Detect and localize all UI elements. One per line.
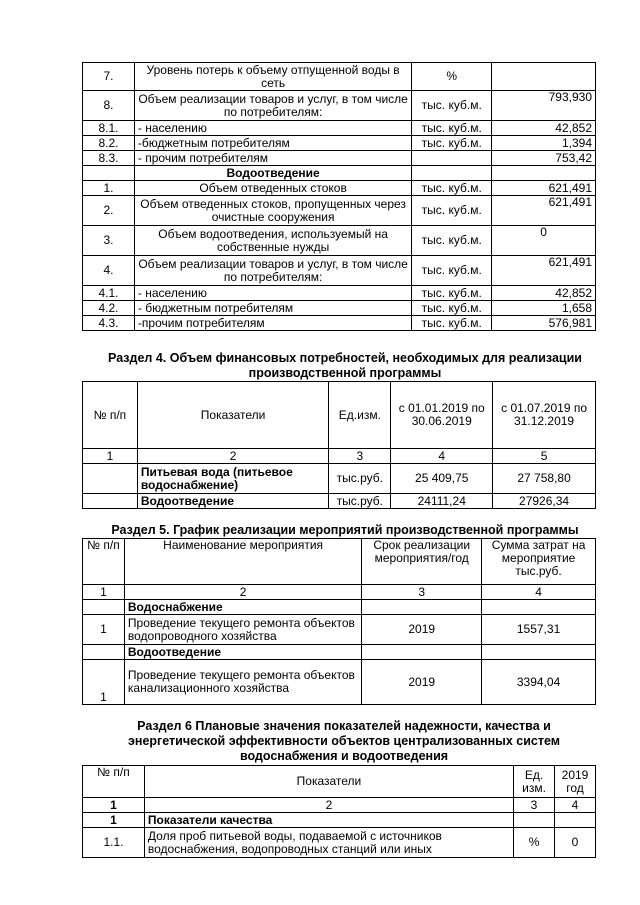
row-value [492, 63, 596, 91]
group-title: Показатели качества [144, 813, 513, 828]
column-header: № п/п [83, 539, 125, 585]
row-value: 1,394 [492, 136, 596, 151]
table-row [83, 196, 596, 226]
table-row [83, 226, 596, 256]
row-number: 4.1. [83, 286, 135, 301]
row-unit: тыс. куб.м. [412, 286, 492, 301]
row-number: 8.2. [83, 136, 135, 151]
row-number: 8.1. [83, 121, 135, 136]
row-name: - населению [134, 121, 411, 136]
row-number: 1.1. [83, 828, 145, 858]
row-number: 1 [83, 660, 125, 705]
column-header: Наименование мероприятия [124, 539, 361, 585]
row-name: Объем реализации товаров и услуг, в том числе по потребителям: [134, 91, 411, 121]
table-production-volumes [82, 62, 596, 331]
column-number: 3 [329, 449, 391, 464]
row-unit: тыс. куб.м. [412, 196, 492, 226]
row-unit: тыс. куб.м. [412, 316, 492, 331]
empty-cell [83, 464, 138, 494]
section-row [83, 813, 596, 828]
row-name: - прочим потребителям [134, 151, 411, 166]
row-number: 4.2. [83, 301, 135, 316]
column-number: 4 [391, 449, 493, 464]
section-row [83, 600, 596, 615]
column-number: 4 [482, 585, 596, 600]
table-row [83, 494, 596, 509]
empty-cell [83, 645, 125, 660]
column-number: 4 [555, 798, 596, 813]
row-unit: тыс. куб.м. [412, 301, 492, 316]
column-number: 1 [83, 585, 125, 600]
table-header-row [83, 382, 596, 449]
row-value-h2: 27 758,80 [493, 464, 596, 494]
column-header: Срок реализации мероприятия/год [362, 539, 482, 585]
section-6-heading: Раздел 6 Плановые значения показателей надежности, качества и энергетической эффективности объектов централизованных систем водоснабжения и водоотведения [127, 719, 561, 763]
row-sum: 1557,31 [482, 615, 596, 645]
column-number: 2 [144, 798, 513, 813]
table-row [83, 316, 596, 331]
row-unit: тыс. куб.м. [412, 226, 492, 256]
row-number: 2. [83, 196, 135, 226]
column-number: 3 [362, 585, 482, 600]
row-sum: 3394,04 [482, 660, 596, 705]
row-number: 8. [83, 91, 135, 121]
column-header: № п/п [83, 766, 145, 798]
table-row [83, 660, 596, 705]
row-name: Проведение текущего ремонта объектов водопроводного хозяйства [124, 615, 361, 645]
table-row [83, 63, 596, 91]
row-unit: % [412, 63, 492, 91]
table-row [83, 464, 596, 494]
empty-cell [555, 813, 596, 828]
row-value: 621,491 [492, 181, 596, 196]
section-row [83, 166, 596, 181]
row-name: Уровень потерь к объему отпущенной воды в сеть [134, 63, 411, 91]
empty-cell [514, 813, 555, 828]
row-name: - населению [134, 286, 411, 301]
section-title: Водоотведение [134, 166, 411, 181]
column-number: 5 [493, 449, 596, 464]
row-name: Объем реализации товаров и услуг, в том числе по потребителям: [134, 256, 411, 286]
row-unit: тыс. куб.м. [412, 181, 492, 196]
row-unit: тыс.руб. [329, 464, 391, 494]
row-name: - бюджетным потребителям [134, 301, 411, 316]
row-value: 42,852 [492, 121, 596, 136]
row-unit [412, 151, 492, 166]
column-header: с 01.07.2019 по 31.12.2019 [493, 382, 596, 449]
row-number: 3. [83, 226, 135, 256]
empty-cell [83, 600, 125, 615]
empty-cell [482, 645, 596, 660]
table-row [83, 301, 596, 316]
row-value-h1: 25 409,75 [391, 464, 493, 494]
column-number: 2 [124, 585, 361, 600]
column-numbers-row [83, 798, 596, 813]
row-value: 753,42 [492, 151, 596, 166]
table-row [83, 181, 596, 196]
table-row [83, 91, 596, 121]
section-4-heading: Раздел 4. Объем финансовых потребностей, необходимых для реализации производственной программы [108, 351, 582, 380]
table-activities-schedule [82, 538, 596, 705]
table-row [83, 151, 596, 166]
row-number: 4.3. [83, 316, 135, 331]
table-row [83, 615, 596, 645]
row-value-h1: 24111,24 [391, 494, 493, 509]
row-name: Объем отведенных стоков, пропущенных через очистные сооружения [134, 196, 411, 226]
row-unit: % [514, 828, 555, 858]
row-value-h2: 27926,34 [493, 494, 596, 509]
group-number: 1 [83, 813, 145, 828]
column-header: № п/п [83, 382, 138, 449]
row-name: Объем водоотведения, используемый на собственные нужды [134, 226, 411, 256]
empty-cell [83, 494, 138, 509]
row-unit: тыс. куб.м. [412, 91, 492, 121]
column-header: Показатели [144, 766, 513, 798]
row-name: Проведение текущего ремонта объектов канализационного хозяйства [124, 660, 361, 705]
row-name: Водоотведение [137, 494, 329, 509]
row-number: 1. [83, 181, 135, 196]
empty-cell [362, 645, 482, 660]
row-value: 793,930 [492, 91, 596, 121]
row-year: 2019 [362, 660, 482, 705]
row-unit: тыс. куб.м. [412, 121, 492, 136]
column-numbers-row [83, 585, 596, 600]
table-row [83, 286, 596, 301]
section-title: Водоснабжение [124, 600, 361, 615]
empty-cell [362, 600, 482, 615]
column-header: 2019 год [555, 766, 596, 798]
column-number: 3 [514, 798, 555, 813]
row-name: Объем отведенных стоков [134, 181, 411, 196]
table-financial-needs [82, 381, 596, 509]
table-reliability-indicators [82, 765, 596, 858]
row-name: Питьевая вода (питьевое водоснабжение) [137, 464, 329, 494]
row-value: 0 [555, 828, 596, 858]
row-number: 4. [83, 256, 135, 286]
row-value: 1,658 [492, 301, 596, 316]
row-year: 2019 [362, 615, 482, 645]
row-number: 8.3. [83, 151, 135, 166]
row-unit: тыс. куб.м. [412, 256, 492, 286]
table-row [83, 828, 596, 858]
row-unit: тыс.руб. [329, 494, 391, 509]
row-name: Доля проб питьевой воды, подаваемой с источников водоснабжения, водопроводных станций или иных [144, 828, 513, 858]
table-row [83, 121, 596, 136]
row-value: 621,491 [492, 256, 596, 286]
column-number: 2 [137, 449, 329, 464]
row-unit: тыс. куб.м. [412, 136, 492, 151]
table-header-row [83, 766, 596, 798]
row-value: 0 [492, 226, 596, 256]
column-numbers-row [83, 449, 596, 464]
empty-cell [412, 166, 492, 181]
table-header-row [83, 539, 596, 585]
row-value: 42,852 [492, 286, 596, 301]
row-value: 576,981 [492, 316, 596, 331]
row-name: -бюджетным потребителям [134, 136, 411, 151]
row-number: 1 [83, 615, 125, 645]
column-header: Сумма затрат на мероприятие тыс.руб. [482, 539, 596, 585]
section-title: Водоотведение [124, 645, 361, 660]
column-header: с 01.01.2019 по 30.06.2019 [391, 382, 493, 449]
row-name: -прочим потребителям [134, 316, 411, 331]
section-row [83, 645, 596, 660]
table-row [83, 136, 596, 151]
column-header: Ед. изм. [514, 766, 555, 798]
column-number: 1 [83, 449, 138, 464]
column-header: Ед.изм. [329, 382, 391, 449]
row-value: 621,491 [492, 196, 596, 226]
row-number: 7. [83, 63, 135, 91]
column-number: 1 [83, 798, 145, 813]
empty-cell [83, 166, 135, 181]
column-header: Показатели [137, 382, 329, 449]
table-row [83, 256, 596, 286]
empty-cell [492, 166, 596, 181]
section-5-heading: Раздел 5. График реализации мероприятий производственной программы [111, 523, 579, 537]
empty-cell [482, 600, 596, 615]
